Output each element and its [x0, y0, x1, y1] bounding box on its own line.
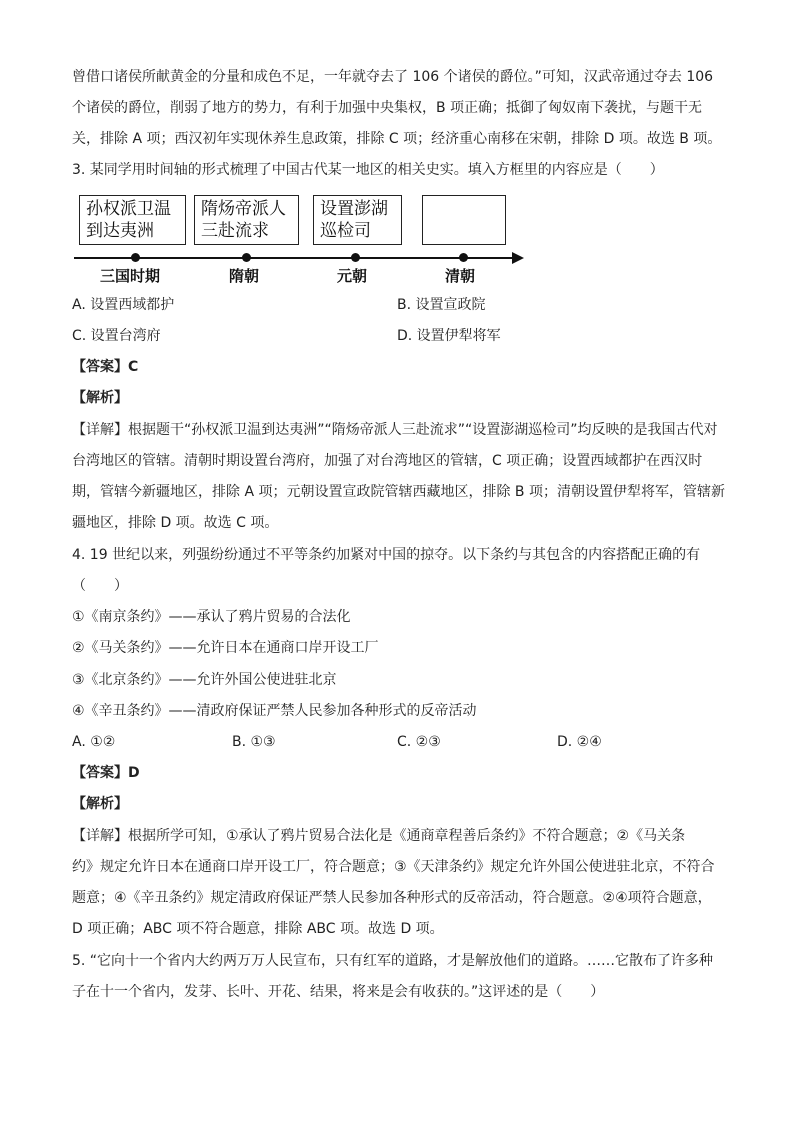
question-4-stem: 4. 19 世纪以来，列强纷纷通过不平等条约加紧对中国的掠夺。以下条约与其包含的内容搭配正确的有 [72, 547, 701, 563]
text-line: 个诸侯的爵位，削弱了地方的势力，有利于加强中央集权，B 项正确；抵御了匈奴南下袭扰，与题干无 [72, 100, 703, 116]
statement-item: ③《北京条约》——允许外国公使进驻北京 [72, 672, 337, 688]
timeline-label: 清朝 [445, 267, 476, 285]
timeline-box-text: 三赴流求 [201, 221, 269, 241]
answer-label: 【答案】D [72, 765, 140, 781]
option-b: B. 设置宣政院 [397, 297, 486, 313]
analysis-title: 【解析】 [72, 796, 128, 812]
text-line: 关，排除 A 项；西汉初年实现休养生息政策，排除 C 项；经济重心南移在宋朝，排除 D 项。故选 B 项。 [72, 131, 722, 147]
option-a: A. ①② [72, 734, 116, 750]
timeline-label: 三国时期 [100, 267, 161, 285]
option-c: C. 设置台湾府 [72, 328, 161, 344]
analysis-title: 【解析】 [72, 390, 128, 406]
timeline-box-text: 孙权派卫温 [86, 199, 171, 219]
question-4-stem: （ ） [72, 578, 128, 594]
timeline-axis [74, 257, 514, 259]
timeline-box-text: 隋炀帝派人 [201, 199, 286, 219]
timeline-box-text: 设置澎湖 [320, 199, 388, 219]
timeline-dot [242, 253, 251, 262]
option-c: C. ②③ [397, 734, 441, 750]
timeline-dot [131, 253, 140, 262]
timeline-dot [459, 253, 468, 262]
option-d: D. 设置伊犁将军 [397, 328, 501, 344]
statement-item: ①《南京条约》——承认了鸦片贸易的合法化 [72, 609, 351, 625]
arrow-right-icon [512, 252, 524, 264]
timeline-box-2 [194, 195, 299, 245]
detail-line: D 项正确；ABC 项不符合题意，排除 ABC 项。故选 D 项。 [72, 921, 444, 937]
detail-line: 台湾地区的管辖。清朝时期设置台湾府，加强了对台湾地区的管辖，C 项正确；设置西域都护在西汉时 [72, 453, 703, 469]
text-line: 曾借口诸侯所献黄金的分量和成色不足，一年就夺去了 106 个诸侯的爵位。”可知，汉武帝通过夺去 106 [72, 69, 714, 85]
question-5-stem: 5. “它向十一个省内大约两万万人民宣布，只有红军的道路，才是解放他们的道路。……它散布了许多种 [72, 953, 714, 969]
detail-line: 题意；④《辛丑条约》规定清政府保证严禁人民参加各种形式的反帝活动，符合题意。②④项符合题意， [72, 890, 712, 906]
statement-item: ②《马关条约》——允许日本在通商口岸开设工厂 [72, 640, 379, 656]
timeline-box-1 [79, 195, 186, 245]
question-5-stem: 子在十一个省内，发芽、长叶、开花、结果，将来是会有收获的。”这评述的是（ ） [72, 984, 605, 1000]
question-3-stem: 3. 某同学用时间轴的形式梳理了中国古代某一地区的相关史实。填入方框里的内容应是（ ） [72, 162, 664, 178]
timeline-blank-box [422, 195, 506, 245]
option-b: B. ①③ [232, 734, 276, 750]
detail-line: 疆地区，排除 D 项。故选 C 项。 [72, 515, 279, 531]
timeline-dot [351, 253, 360, 262]
detail-line: 期，管辖今新疆地区，排除 A 项；元朝设置宣政院管辖西藏地区，排除 B 项；清朝设置伊犁将军，管辖新 [72, 484, 725, 500]
option-d: D. ②④ [557, 734, 602, 750]
detail-line: 【详解】根据题干“孙权派卫温到达夷洲”“隋炀帝派人三赴流求”“设置澎湖巡检司”均反映的是我国古代对 [72, 422, 718, 438]
option-a: A. 设置西域都护 [72, 297, 175, 313]
timeline-box-text: 到达夷洲 [86, 221, 154, 241]
timeline-label: 隋朝 [229, 267, 260, 285]
detail-line: 约》规定允许日本在通商口岸开设工厂，符合题意；③《天津条约》规定允许外国公使进驻北京，不符合 [72, 859, 715, 875]
timeline-box-text: 巡检司 [320, 221, 371, 241]
detail-line: 【详解】根据所学可知，①承认了鸦片贸易合法化是《通商章程善后条约》不符合题意；②《马关条 [72, 828, 686, 844]
timeline-box-3 [313, 195, 402, 245]
timeline-label: 元朝 [337, 267, 368, 285]
answer-label: 【答案】C [72, 359, 139, 375]
statement-item: ④《辛丑条约》——清政府保证严禁人民参加各种形式的反帝活动 [72, 703, 477, 719]
